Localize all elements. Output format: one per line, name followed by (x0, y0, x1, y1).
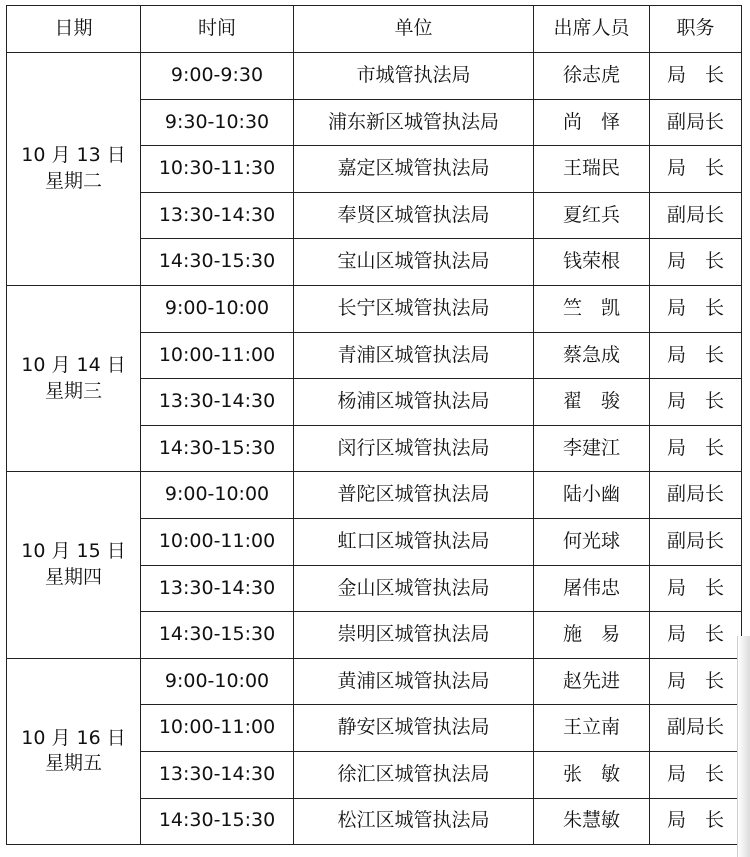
unit-cell: 闵行区城管执法局 (294, 425, 534, 472)
attendee-cell: 蔡急成 (534, 332, 650, 379)
attendee-cell: 竺 凯 (534, 285, 650, 332)
time-cell: 9:00-10:00 (141, 658, 294, 705)
weekday-label: 星期四 (44, 566, 102, 589)
date-cell (7, 658, 141, 844)
attendee-cell: 施 易 (534, 612, 650, 659)
attendee-cell: 何光球 (534, 518, 650, 565)
unit-cell: 金山区城管执法局 (294, 565, 534, 612)
time-cell: 13:30-14:30 (141, 192, 294, 239)
attendee-cell: 翟 骏 (534, 379, 650, 426)
attendee-cell: 李建江 (534, 425, 650, 472)
header-unit: 单位 (294, 6, 534, 53)
attendee-cell: 朱慧敏 (534, 798, 650, 845)
unit-cell: 静安区城管执法局 (294, 705, 534, 752)
position-cell: 局 长 (650, 146, 742, 193)
unit-cell: 崇明区城管执法局 (294, 612, 534, 659)
table-row (7, 53, 742, 100)
weekday-label: 星期三 (44, 379, 102, 402)
unit-cell: 浦东新区城管执法局 (294, 99, 534, 146)
position-cell: 局 长 (650, 285, 742, 332)
header-date: 日期 (7, 6, 141, 53)
time-cell: 13:30-14:30 (141, 379, 294, 426)
unit-cell: 青浦区城管执法局 (294, 332, 534, 379)
position-cell: 副局长 (650, 518, 742, 565)
position-cell: 局 长 (650, 239, 742, 286)
date-label: 10 月 15 日 (21, 540, 126, 563)
header-row (7, 6, 742, 53)
schedule-table (6, 5, 742, 845)
position-cell: 局 长 (650, 425, 742, 472)
time-cell: 10:00-11:00 (141, 332, 294, 379)
date-label: 10 月 14 日 (21, 354, 126, 377)
date-cell (7, 472, 141, 658)
position-cell: 局 长 (650, 658, 742, 705)
time-cell: 14:30-15:30 (141, 425, 294, 472)
unit-cell: 黄浦区城管执法局 (294, 658, 534, 705)
weekday-label: 星期二 (44, 169, 102, 192)
position-cell: 局 长 (650, 751, 742, 798)
time-cell: 9:00-10:00 (141, 285, 294, 332)
weekday-label: 星期五 (44, 752, 102, 775)
table-row (7, 658, 742, 705)
time-cell: 14:30-15:30 (141, 612, 294, 659)
date-label: 10 月 13 日 (21, 144, 126, 167)
unit-cell: 嘉定区城管执法局 (294, 146, 534, 193)
attendee-cell: 夏红兵 (534, 192, 650, 239)
unit-cell: 松江区城管执法局 (294, 798, 534, 845)
table-row (7, 285, 742, 332)
position-cell: 副局长 (650, 472, 742, 519)
header-time: 时间 (141, 6, 294, 53)
attendee-cell: 王瑞民 (534, 146, 650, 193)
table-body (7, 53, 742, 845)
attendee-cell: 屠伟忠 (534, 565, 650, 612)
unit-cell: 杨浦区城管执法局 (294, 379, 534, 426)
time-cell: 14:30-15:30 (141, 239, 294, 286)
attendee-cell: 尚 怿 (534, 99, 650, 146)
unit-cell: 长宁区城管执法局 (294, 285, 534, 332)
position-cell: 局 长 (650, 379, 742, 426)
position-cell: 局 长 (650, 53, 742, 100)
table-row (7, 472, 742, 519)
unit-cell: 宝山区城管执法局 (294, 239, 534, 286)
time-cell: 10:00-11:00 (141, 705, 294, 752)
unit-cell: 徐汇区城管执法局 (294, 751, 534, 798)
time-cell: 10:30-11:30 (141, 146, 294, 193)
position-cell: 副局长 (650, 99, 742, 146)
table-header (7, 6, 742, 53)
date-label: 10 月 16 日 (21, 726, 126, 749)
time-cell: 9:00-9:30 (141, 53, 294, 100)
position-cell: 副局长 (650, 192, 742, 239)
header-attendee: 出席人员 (534, 6, 650, 53)
unit-cell: 奉贤区城管执法局 (294, 192, 534, 239)
screen-edge-strip (737, 636, 750, 857)
time-cell: 13:30-14:30 (141, 751, 294, 798)
time-cell: 9:30-10:30 (141, 99, 294, 146)
unit-cell: 虹口区城管执法局 (294, 518, 534, 565)
header-position: 职务 (650, 6, 742, 53)
attendee-cell: 徐志虎 (534, 53, 650, 100)
unit-cell: 普陀区城管执法局 (294, 472, 534, 519)
time-cell: 14:30-15:30 (141, 798, 294, 845)
position-cell: 局 长 (650, 798, 742, 845)
attendee-cell: 张 敏 (534, 751, 650, 798)
attendee-cell: 陆小幽 (534, 472, 650, 519)
date-cell (7, 53, 141, 286)
time-cell: 13:30-14:30 (141, 565, 294, 612)
unit-cell: 市城管执法局 (294, 53, 534, 100)
time-cell: 9:00-10:00 (141, 472, 294, 519)
attendee-cell: 王立南 (534, 705, 650, 752)
position-cell: 局 长 (650, 612, 742, 659)
attendee-cell: 钱荣根 (534, 239, 650, 286)
attendee-cell: 赵先进 (534, 658, 650, 705)
time-cell: 10:00-11:00 (141, 518, 294, 565)
position-cell: 局 长 (650, 565, 742, 612)
position-cell: 局 长 (650, 332, 742, 379)
date-cell (7, 285, 141, 471)
position-cell: 副局长 (650, 705, 742, 752)
